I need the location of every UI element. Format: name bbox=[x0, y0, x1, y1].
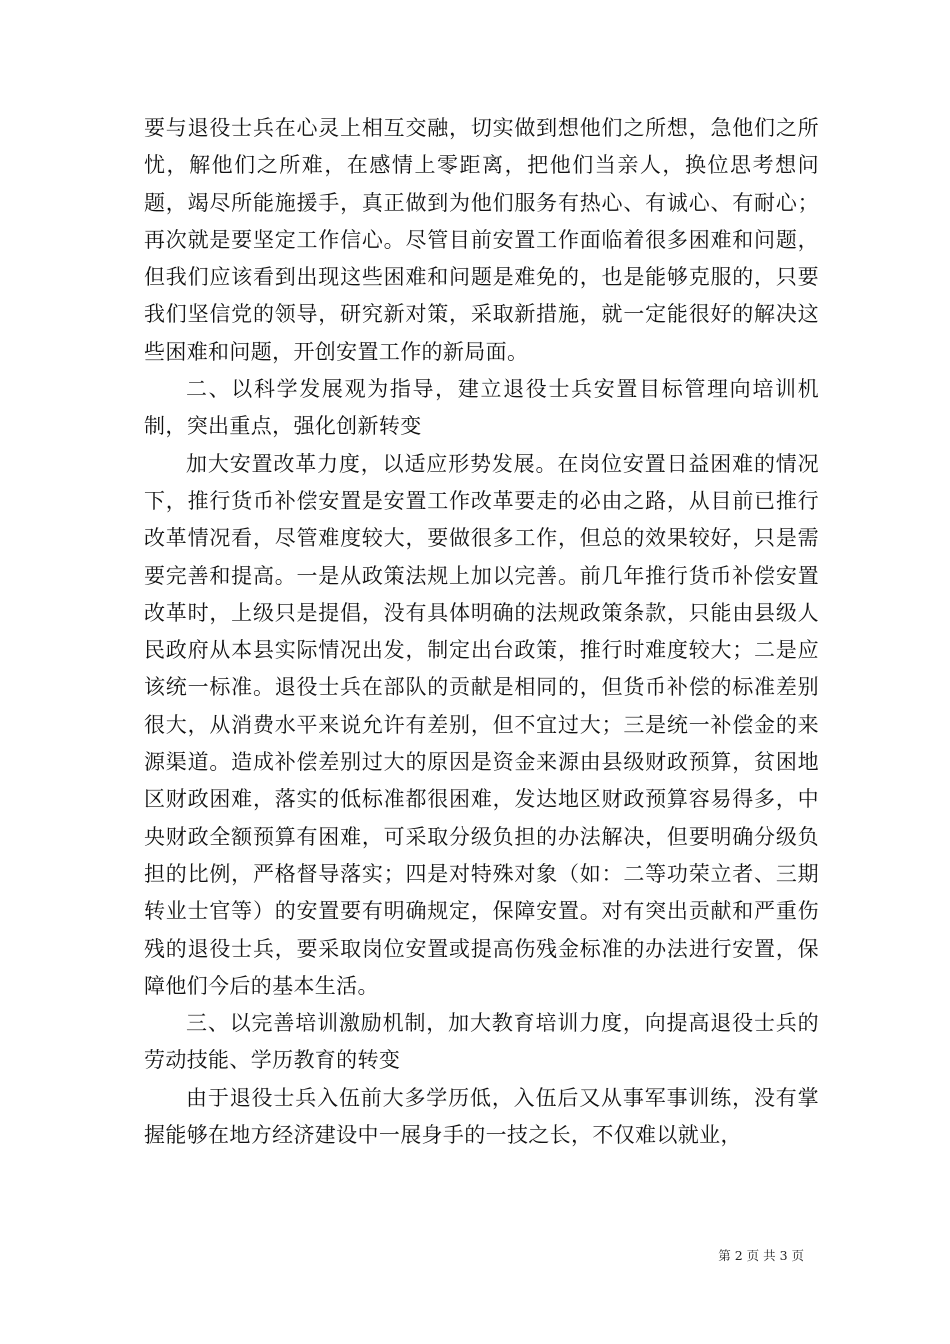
paragraph-3: 加大安置改革力度，以适应形势发展。在岗位安置日益困难的情况下，推行货币补偿安置是安置工作改革要走的必由之路，从目前已推行改革情况看，尽管难度较大，要做很多工作，但总的效果较好，只是需要完善和提高。一是从政策法规上加以完善。前几年推行货币补偿安置改革时，上级只是提倡，没有具体明确的法规政策条款，只能由县级人民政府从本县实际情况出发，制定出台政策，推行时难度较大；二是应该统一标准。退役士兵在部队的贡献是相同的，但货币补偿的标准差别很大，从消费水平来说允许有差别，但不宜过大；三是统一补偿金的来源渠道。造成补偿差别过大的原因是资金来源由县级财政预算，贫困地区财政困难，落实的低标准都很困难，发达地区财政预算容易得多，中央财政全额预算有困难，可采取分级负担的办法解决，但要明确分级负担的比例，严格督导落实；四是对特殊对象（如：二等功荣立者、三期转业士官等）的安置要有明确规定，保障安置。对有突出贡献和严重伤残的退役士兵，要采取岗位安置或提高伤残金标准的办法进行安置，保障他们今后的基本生活。 bbox=[144, 451, 819, 998]
paragraph-5: 由于退役士兵入伍前大多学历低，入伍后又从事军事训练，没有掌握能够在地方经济建设中一展身手的一技之长，不仅难以就业， bbox=[144, 1085, 819, 1148]
section-heading-2: 二、以科学发展观为指导，建立退役士兵安置目标管理向培训机制，突出重点，强化创新转变 bbox=[144, 377, 819, 439]
page-number-footer bbox=[718, 1248, 804, 1264]
document-body bbox=[144, 110, 819, 1154]
section-heading-3: 三、以完善培训激励机制，加大教育培训力度，向提高退役士兵的劳动技能、学历教育的转变 bbox=[144, 1011, 819, 1073]
paragraph-1: 要与退役士兵在心灵上相互交融，切实做到想他们之所想，急他们之所忧，解他们之所难，在感情上零距离，把他们当亲人，换位思考想问题，竭尽所能施援手，真正做到为他们服务有热心、有诚心、有耐心；再次就是要坚定工作信心。尽管目前安置工作面临着很多困难和问题，但我们应该看到出现这些困难和问题是难免的，也是能够克服的，只要我们坚信党的领导，研究新对策，采取新措施，就一定能很好的解决这些困难和问题，开创安置工作的新局面。 bbox=[144, 116, 819, 364]
page-number-label: 第 2 页 共 3 页 bbox=[718, 1248, 804, 1263]
